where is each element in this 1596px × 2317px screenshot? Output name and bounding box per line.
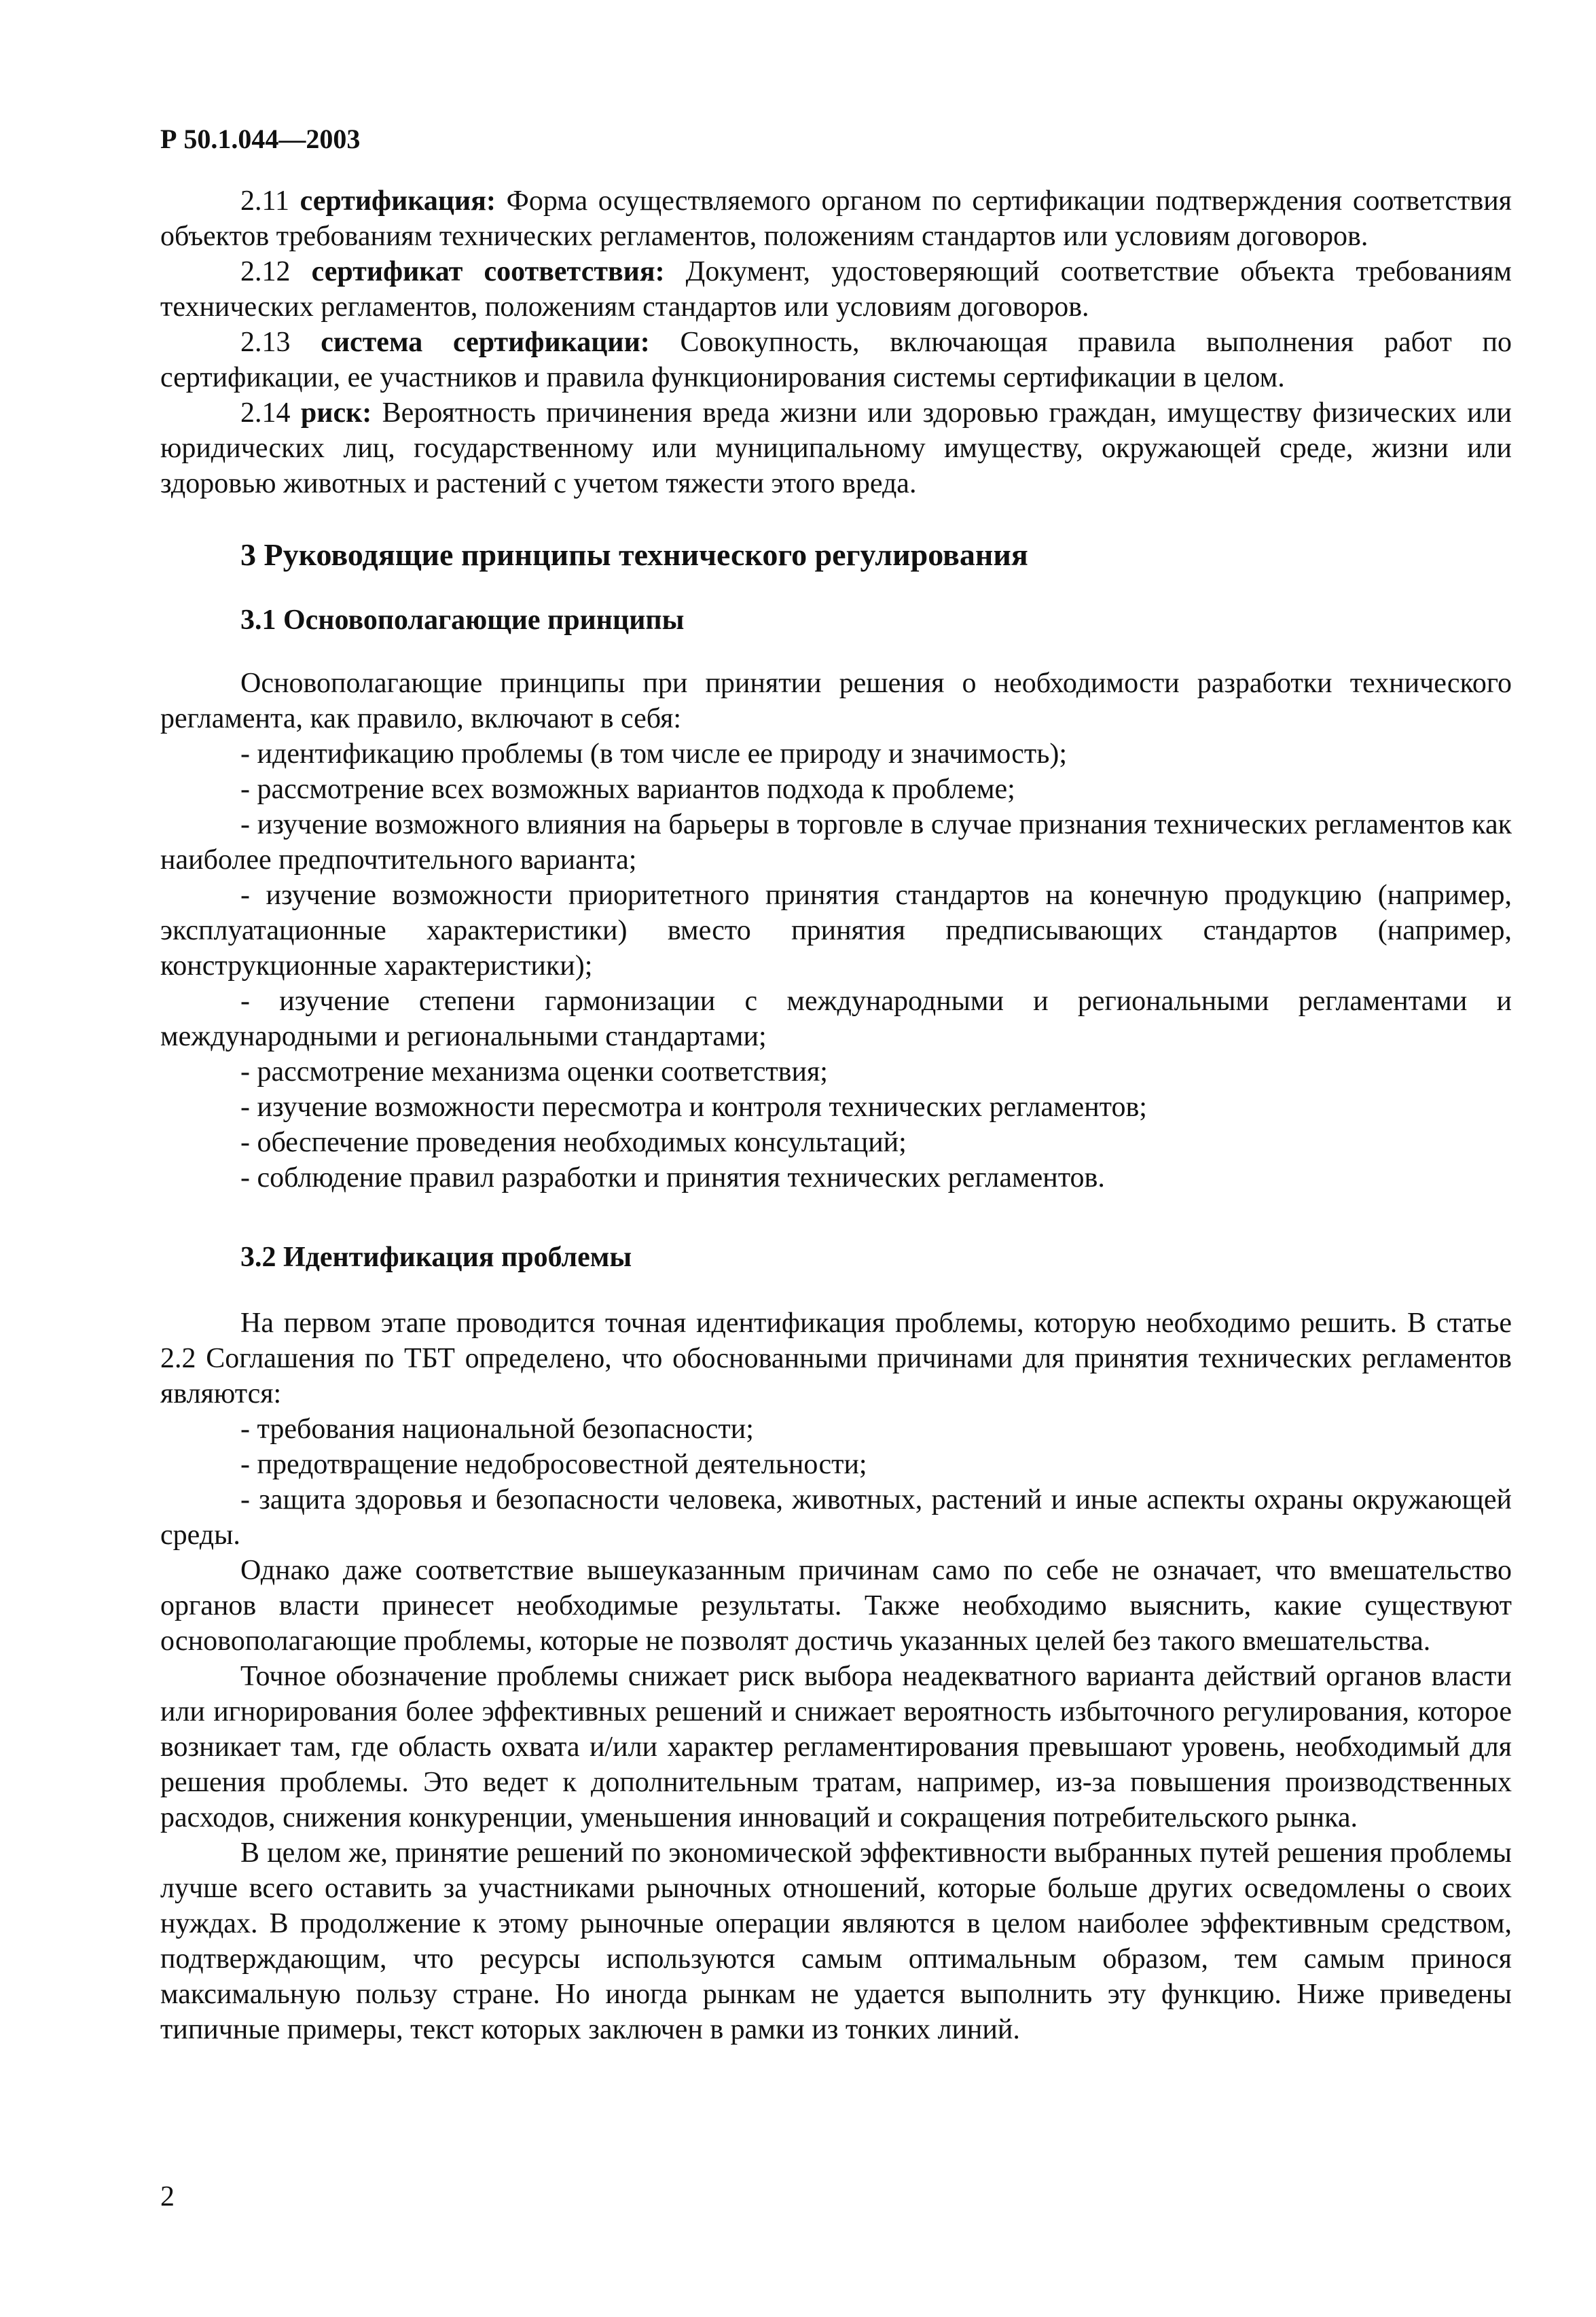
- section-3-2-list: [160, 1412, 1512, 1553]
- definition-text: Форма осуществляемого органом по сертификации подтверждения соответствия объектов требованиям технических регламентов, положениям стандартов или условиям договоров.: [160, 185, 1512, 252]
- definition-2-14: [160, 395, 1512, 501]
- section-3-2-intro: На первом этапе проводится точная идентификация проблемы, которую необходимо решить. В статье 2.2 Соглашения по ТБТ определено, что обоснованными причинами для принятия технических регламентов являются:: [160, 1308, 1512, 1409]
- definition-term: сертификация:: [300, 185, 496, 217]
- list-item: - рассмотрение механизма оценки соответствия;: [240, 1056, 828, 1088]
- list-item: - рассмотрение всех возможных вариантов подхода к проблеме;: [240, 774, 1015, 805]
- section-3-1-intro: Основополагающие принципы при принятии решения о необходимости разработки технического регламента, как правило, включают в себя:: [160, 668, 1512, 734]
- list-item: - изучение возможности пересмотра и контроля технических регламентов;: [240, 1092, 1147, 1123]
- page-number: 2: [160, 2181, 175, 2212]
- definition-text: Документ, удостоверяющий соответствие объекта требованиям технических регламентов, положениям стандартов или условиям договоров.: [160, 256, 1512, 323]
- list-item: - соблюдение правил разработки и принятия технических регламентов.: [240, 1162, 1105, 1193]
- definition-2-12: [160, 254, 1512, 325]
- section-3-1-title: 3.1 Основополагающие принципы: [240, 605, 685, 636]
- list-item: - обеспечение проведения необходимых консультаций;: [240, 1127, 907, 1158]
- section-3-1-list: [160, 736, 1512, 1196]
- list-item: - изучение возможного влияния на барьеры в торговле в случае признания технических регламентов как наиболее предпочтительного варианта;: [160, 809, 1512, 876]
- paragraph: Точное обозначение проблемы снижает риск выбора неадекватного варианта действий органов власти или игнорирования более эффективных решений и снижает вероятность избыточного регулирования, которое возникает там, где область охвата и/или характер регламентирования превышают уровень, необходимый для решения проблемы. Это ведет к дополнительным тратам, например, из-за повышения производственных расходов, снижения конкуренции, уменьшения инноваций и сокращения потребительского рынка.: [160, 1661, 1512, 1833]
- list-item: - требования национальной безопасности;: [240, 1414, 754, 1445]
- definition-number: 2.13: [240, 327, 291, 358]
- section-3-2-title: 3.2 Идентификация проблемы: [240, 1242, 632, 1273]
- definition-number: 2.11: [240, 185, 289, 217]
- list-item: - идентификацию проблемы (в том числе ее природу и значимость);: [240, 738, 1068, 770]
- document-page: [160, 122, 1512, 2047]
- paragraph: Однако даже соответствие вышеуказанным причинам само по себе не означает, что вмешательство органов власти принесет необходимые результаты. Также необходимо выяснить, какие существуют основополагающие проблемы, которые не позволят достичь указанных целей без такого вмешательства.: [160, 1555, 1512, 1657]
- definition-term: сертификат соответствия:: [311, 256, 665, 287]
- list-item: - изучение степени гармонизации с международными и региональными регламентами и международными и региональными стандартами;: [160, 986, 1512, 1052]
- definition-2-13: [160, 325, 1512, 395]
- list-item: - защита здоровья и безопасности человека, животных, растений и иные аспекты охраны окружающей среды.: [160, 1484, 1512, 1551]
- definition-text: Вероятность причинения вреда жизни или здоровью граждан, имуществу физических или юридических лиц, государственному или муниципальному имуществу, окружающей среде, жизни или здоровью животных и растений с учетом тяжести этого вреда.: [160, 397, 1512, 499]
- definition-number: 2.14: [240, 397, 291, 429]
- definition-number: 2.12: [240, 256, 291, 287]
- definition-2-11: [160, 183, 1512, 254]
- definition-text: Совокупность, включающая правила выполнения работ по сертификации, ее участников и правила функционирования системы сертификации в целом.: [160, 327, 1512, 393]
- list-item: - изучение возможности приоритетного принятия стандартов на конечную продукцию (например, эксплуатационные характеристики) вместо принятия предписывающих стандартов (например, конструкционные характеристики);: [160, 880, 1512, 982]
- paragraph: В целом же, принятие решений по экономической эффективности выбранных путей решения проблемы лучше всего оставить за участниками рыночных отношений, которые больше других осведомлены о своих нуждах. В продолжение к этому рыночные операции являются в целом наиболее эффективным средством, подтверждающим, что ресурсы используются самым оптимальным образом, тем самым принося максимальную пользу стране. Но иногда рынкам не удается выполнить эту функцию. Ниже приведены типичные примеры, текст которых заключен в рамки из тонких линий.: [160, 1837, 1512, 2045]
- section-3-title: 3 Руководящие принципы технического регулирования: [240, 537, 1028, 572]
- list-item: - предотвращение недобросовестной деятельности;: [240, 1449, 867, 1480]
- definitions-block: [160, 183, 1512, 501]
- document-code: Р 50.1.044—2003: [160, 124, 361, 154]
- definition-term: система сертификации:: [321, 327, 650, 358]
- definition-term: риск:: [300, 397, 372, 429]
